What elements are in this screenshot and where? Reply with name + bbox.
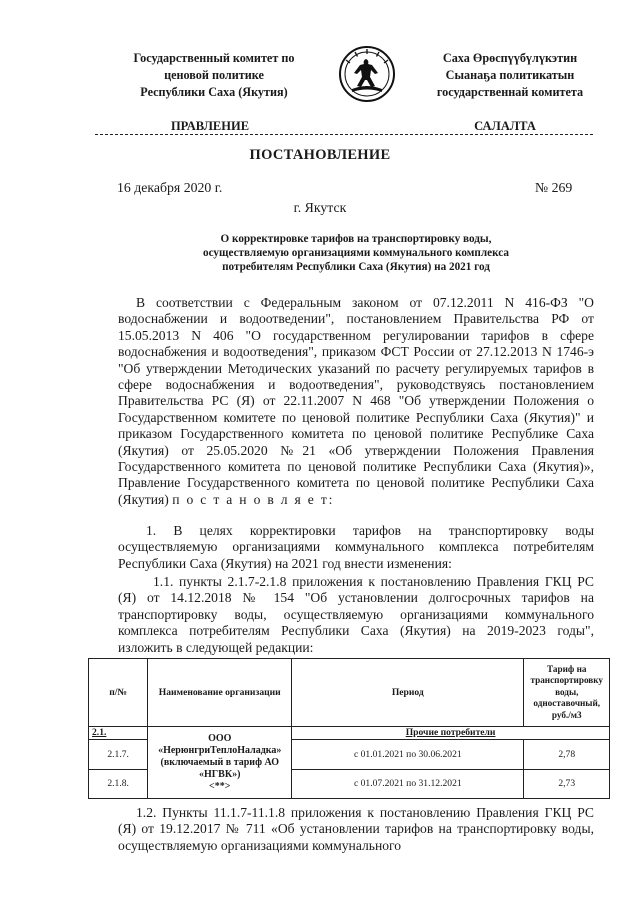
board-label-sakha: САЛАЛТА (474, 119, 536, 133)
header-period: Период (292, 659, 524, 727)
committee-name-sakha-line: Саха Өрөспүүбүлүкэтин (442, 51, 578, 65)
subject-line: О корректировке тарифов на транспортировку воды, (220, 233, 492, 245)
header-org: Наименование организации (148, 659, 292, 727)
row-num: 2.1.8. (89, 770, 148, 799)
preamble-text: В соответствии с Федеральным законом от 07.12.2011 N 416-ФЗ "О водоснабжении и водоотведении", постановлением Правительства РФ от 15.05.2013 N 406 "О государственном регулировании тарифов в сфере водоснабжения и водоотведения", приказом ФСТ России от 27.12.2013 N 1746-э "Об утверждении Методических указаний по расчету регулируемых тарифов в сфере водоснабжения и водоотведения", руководствуясь постановлением Правительства РС (Я) от 22.11.2007 N 468 "Об утверждении Положения о Государственном комитете по ценовой политике Республики Саха (Якутия)" и приказом Государственного комитета по ценовой политике Республике Саха (Якутия) от 25.05.2020 №21 «Об утверждении Положения Правления Государственного комитета по ценовой политике Республики Саха (Якутия)», Правление Государственного комитета по ценовой политике Республики Саха (Якутия) (118, 295, 594, 507)
org-note: <**> (209, 780, 231, 792)
committee-name-sakha-line: Сыанаҕа политикатын (445, 68, 575, 82)
document-subject (118, 232, 594, 274)
document-date: 16 декабря 2020 г. (117, 180, 223, 195)
row-tariff: 2,73 (524, 770, 610, 799)
committee-name-ru-line: Государственный комитет по (133, 51, 295, 65)
org-name: ООО «НерюнгриТеплоНаладка» (включаемый в тариф АО «НГВК») (158, 732, 282, 780)
table-header-row (89, 659, 610, 727)
table-section-row (89, 727, 610, 740)
row-period: с 01.07.2021 по 31.12.2021 (292, 770, 524, 799)
row-num: 2.1.7. (89, 740, 148, 770)
committee-name-sakha (410, 50, 610, 101)
committee-name-ru-line: ценовой политике (164, 68, 264, 82)
header-divider (95, 134, 593, 135)
tariff-table (88, 658, 610, 799)
section-title: Прочие потребители (292, 727, 610, 740)
header-tariff: Тариф на транспортировку воды, одноставочный, руб./м3 (524, 659, 610, 727)
subject-line: осуществляемую организациями коммунального комплекса (203, 247, 509, 259)
document-city: г. Якутск (293, 200, 347, 215)
org-name-cell (148, 727, 292, 799)
section-num: 2.1. (89, 727, 148, 740)
document-number: № 269 (535, 180, 573, 195)
preamble-paragraph (118, 295, 594, 508)
clause-1-paragraph: 1. В целях корректировки тарифов на транспортировку воды осуществляемую организациями коммунального комплекса потребителям Республики Саха (Якутия) на 2021 год внести изменения: (118, 523, 594, 571)
committee-name-ru (100, 50, 328, 101)
board-label-ru: ПРАВЛЕНИЕ (170, 119, 250, 133)
clause-1-2-paragraph: 1.2. Пункты 11.1.7-11.1.8 приложения к постановлению Правления ГКЦ РС (Я) от 19.12.2017 № 711 «Об установлении тарифов на транспортировку воды, осуществляемую организациями коммунального (118, 805, 594, 853)
document-type-title: ПОСТАНОВЛЕНИЕ (249, 147, 391, 163)
committee-name-ru-line: Республики Саха (Якутия) (140, 85, 288, 99)
committee-name-sakha-line: государственнай комитета (436, 85, 584, 99)
subject-line: потребителям Республики Саха (Якутия) на 2021 год (222, 261, 490, 273)
row-tariff: 2,78 (524, 740, 610, 770)
republic-emblem-icon (338, 45, 396, 103)
row-period: с 01.01.2021 по 30.06.2021 (292, 740, 524, 770)
clause-1-1-paragraph: 1.1. пункты 2.1.7-2.1.8 приложения к постановлению Правления ГКЦ РС (Я) от 14.12.2018 № 154 "Об установлении долгосрочных тарифов на транспортировку воды, осуществляемую организациями коммунального комплекса потребителям Республики Саха (Якутия) на 2019-2023 годы", изложить в следующей редакции: (118, 574, 594, 655)
header-num: п/№ (89, 659, 148, 727)
decree-word: п о с т а н о в л я е т: (172, 491, 335, 507)
